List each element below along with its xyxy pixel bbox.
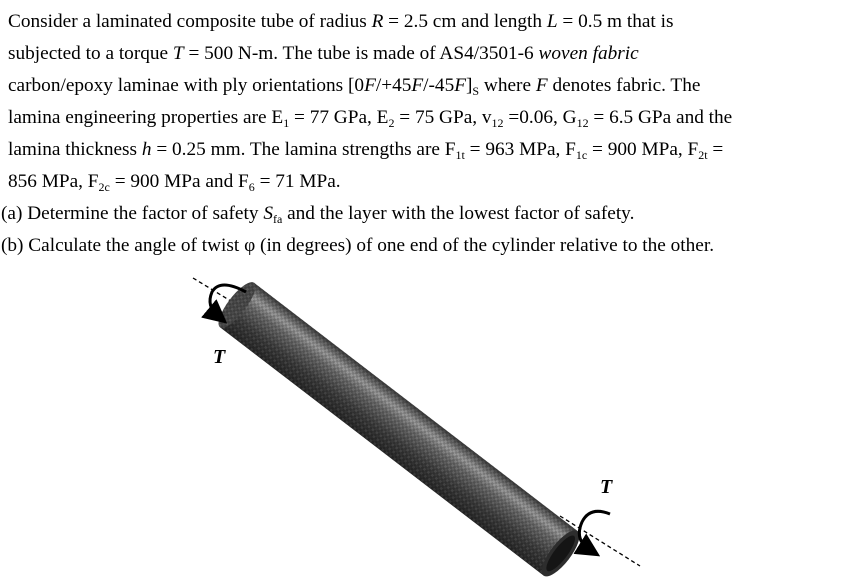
carbon-tube [213, 277, 586, 581]
problem-statement [1, 6, 853, 262]
question-a: (a) Determine the factor of safety $S_{fa}$ and the layer with the lowest factor of safety. [1, 203, 635, 226]
problem-line-3: carbon/epoxy laminae with ply orientations $[0F/+45F/-45F]_S$ where F denotes fabric. The [8, 75, 701, 98]
torque-label-left: T [213, 346, 226, 368]
problem-line-1: Consider a laminated composite tube of radius R = 2.5 cm and length L = 0.5 m that is [8, 11, 674, 32]
problem-line-4: lamina engineering properties are $E_1 = 77$ GPa, $E_2 = 75$ GPa, $v_{12} =0.06$, $G_{12} = 6.5$ GPa and the [8, 107, 733, 130]
tube-figure [0, 270, 855, 584]
problem-line-6: 856 MPa, $F_{2c} = 900$ MPa and $F_6 = 71$ MPa. [8, 171, 341, 194]
problem-line-2: subjected to a torque T = 500 N-m. The tube is made of AS4/3501-6 woven fabric [8, 43, 639, 64]
question-b: (b) Calculate the angle of twist φ (in degrees) of one end of the cylinder relative to the other. [1, 235, 715, 256]
problem-line-5: lamina thickness h = 0.25 mm. The lamina strengths are $F_{1t} = 963$ MPa, $F_{1c} = 900$ MPa, $F_{2t}$ = [8, 139, 724, 162]
tube-diagram [0, 270, 855, 584]
torque-label-right: T [600, 476, 613, 498]
